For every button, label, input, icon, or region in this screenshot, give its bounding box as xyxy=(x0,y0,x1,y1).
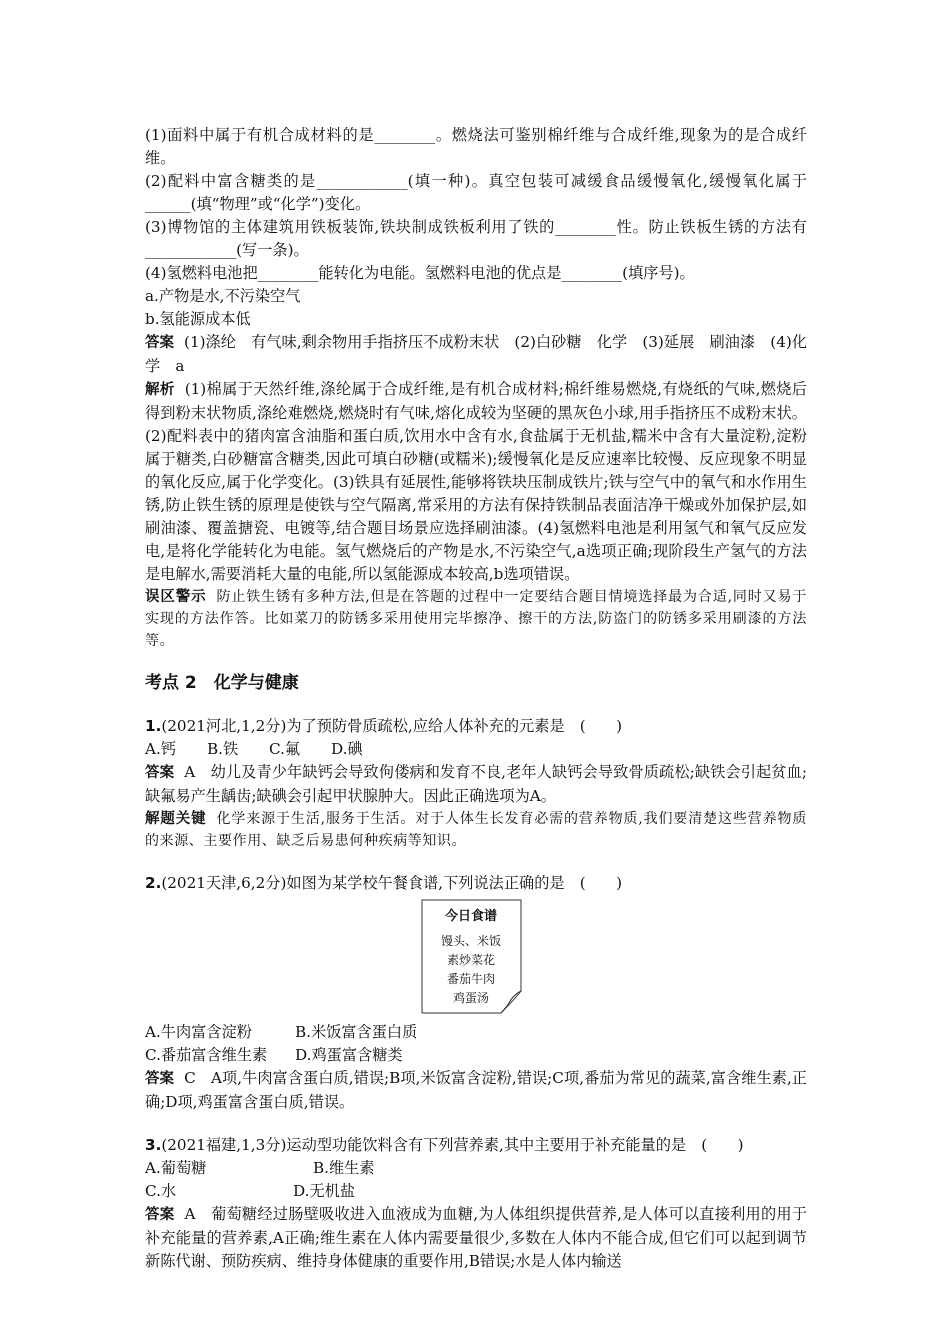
q1-key-label: 解题关键 xyxy=(145,811,207,827)
q3-options-row-1 xyxy=(145,1157,807,1180)
answer-block xyxy=(145,331,807,378)
q2-option: A.牛肉富含淀粉 xyxy=(145,1023,252,1041)
warning-block xyxy=(145,586,807,652)
q1-options xyxy=(145,738,807,761)
q3-option: D.无机盐 xyxy=(293,1182,356,1200)
option-a: a.产物是水,不污染空气 xyxy=(145,287,301,305)
menu-figure xyxy=(145,899,807,1019)
question-part-2: (2)配料中富含糖类的是____________(填一种)。真空包装可减缓食品缓慢氧化,缓慢氧化属于______(填“物理”或“化学”)变化。 xyxy=(145,172,807,213)
question-part-1: (1)面料中属于有机合成材料的是________。燃烧法可鉴别棉纤维与合成纤维,现象为的是合成纤维。 xyxy=(145,126,807,167)
q2-options-row-1 xyxy=(145,1021,807,1044)
q3-option: A.葡萄糖 xyxy=(145,1159,207,1177)
q3-stem-line xyxy=(145,1134,807,1157)
q2-answer-label: 答案 xyxy=(145,1071,175,1087)
question-part-4: (4)氢燃料电池把________能转化为电能。氢燃料电池的优点是________(填序号)。 xyxy=(145,264,695,282)
menu-item: 馒头、米饭 xyxy=(440,934,501,948)
q2-option: B.米饭富含蛋白质 xyxy=(295,1023,418,1041)
q3-answer-text: A 葡萄糖经过肠壁吸收进入血液成为血糖,为人体组织提供营养,是人体可以直接利用的用于补充能量的营养素,A正确;维生素在人体内需要量很少,多数在人体内不能合成,但它们可以起到调节新陈代谢、预防疾病、维持身体健康的重要作用,B错误;水是人体内输送 xyxy=(145,1205,807,1270)
menu-item: 鸡蛋汤 xyxy=(452,991,489,1005)
q1-stem: (2021河北,1,2分)为了预防骨质疏松,应给人体补充的元素是 ( ) xyxy=(161,717,623,735)
q2-options-row-2 xyxy=(145,1044,807,1067)
q2-number: 2. xyxy=(145,874,162,892)
q3-answer-label: 答案 xyxy=(145,1207,175,1223)
section-title: 考点 2 化学与健康 xyxy=(145,673,299,693)
q3-stem: (2021福建,1,3分)运动型功能饮料含有下列营养素,其中主要用于补充能量的是 ( ) xyxy=(161,1136,744,1154)
menu-item: 番茄牛肉 xyxy=(446,972,495,986)
document-page xyxy=(145,124,807,1273)
q1-key-text: 化学来源于生活,服务于生活。对于人体生长发育必需的营养物质,我们要清楚这些营养物质的来源、主要作用、缺乏后易患何种疾病等知识。 xyxy=(145,811,807,849)
q1-answer-text: A 幼儿及青少年缺钙会导致佝偻病和发育不良,老年人缺钙会导致骨质疏松;缺铁会引起贫血;缺氟易产生龋齿;缺碘会引起甲状腺肿大。因此正确选项为A。 xyxy=(145,763,808,805)
q1-answer-label: 答案 xyxy=(145,765,175,781)
q2-option: D.鸡蛋富含糖类 xyxy=(295,1046,403,1064)
q1-option: C.氟 xyxy=(269,740,301,758)
q1-number: 1. xyxy=(145,717,162,735)
q2-option: C.番茄富含维生素 xyxy=(145,1046,268,1064)
q3-number: 3. xyxy=(145,1136,162,1154)
answer-text: (1)涤纶 有气味,剩余物用手指挤压不成粉末状 (2)白砂糖 化学 (3)延展 刷油漆 (4)化学 a xyxy=(145,333,807,375)
analysis-label: 解析 xyxy=(145,382,175,398)
q3-answer-block xyxy=(145,1203,807,1273)
q1-option: A.钙 xyxy=(145,740,176,758)
answer-label: 答案 xyxy=(145,335,175,351)
q1-option: D.碘 xyxy=(331,740,363,758)
q2-answer-block xyxy=(145,1067,807,1114)
q2-stem-line xyxy=(145,872,807,895)
q1-answer-block xyxy=(145,761,807,808)
menu-item: 素炒菜花 xyxy=(446,953,495,967)
q3-options-row-2 xyxy=(145,1180,807,1203)
analysis-block xyxy=(145,378,807,586)
warning-text: 防止铁生锈有多种方法,但是在答题的过程中一定要结合题目情境选择最为合适,同时又易于实现的方法作答。比如菜刀的防锈多采用使用完毕擦净、擦干的方法,防盗门的防锈多采用刷漆的方法等。 xyxy=(145,589,807,649)
q3-option: C.水 xyxy=(145,1182,177,1200)
q2-stem: (2021天津,6,2分)如图为某学校午餐食谱,下列说法正确的是 ( ) xyxy=(161,874,623,892)
q1-option: B.铁 xyxy=(207,740,239,758)
menu-card xyxy=(421,899,529,1015)
option-b: b.氢能源成本低 xyxy=(145,310,251,328)
q2-answer-text: C A项,牛肉富含蛋白质,错误;B项,米饭富含淀粉,错误;C项,番茄为常见的蔬菜,富含维生素,正确;D项,鸡蛋富含蛋白质,错误。 xyxy=(145,1069,807,1111)
q1-stem-line xyxy=(145,715,807,738)
menu-title: 今日食谱 xyxy=(444,909,497,924)
q1-key-block xyxy=(145,808,807,852)
question-part-3: (3)博物馆的主体建筑用铁板装饰,铁块制成铁板利用了铁的________性。防止铁板生锈的方法有____________(写一条)。 xyxy=(145,218,807,259)
analysis-text: (1)棉属于天然纤维,涤纶属于合成纤维,是有机合成材料;棉纤维易燃烧,有烧纸的气味,燃烧后得到粉末状物质,涤纶难燃烧,燃烧时有气味,熔化成较为坚硬的黑灰色小球,用手指挤压不成粉末状。(2)配料表中的猪肉富含油脂和蛋白质,饮用水中含有水,食盐属于无机盐,糯米中含有大量淀粉,淀粉属于糖类,白砂糖富含糖类,因此可填白砂糖(或糯米);缓慢氧化是反应速率比较慢、反应现象不明显的氧化反应,属于化学变化。(3)铁具有延展性,能够将铁块压制成铁片;铁与空气中的氧气和水作用生锈,防止铁生锈的原理是使铁与空气隔离,常采用的方法有保持铁制品表面洁净干燥或外加保护层,如刷油漆、覆盖搪瓷、电镀等,结合题目场景应选择刷油漆。(4)氢燃料电池是利用氢气和氧气反应发电,是将化学能转化为电能。氢气燃烧后的产物是水,不污染空气,a选项正确;现阶段生产氢气的方法是电解水,需要消耗大量的电能,所以氢能源成本较高,b选项错误。 xyxy=(145,380,807,583)
q3-option: B.维生素 xyxy=(313,1159,375,1177)
warning-label: 误区警示 xyxy=(145,589,207,605)
